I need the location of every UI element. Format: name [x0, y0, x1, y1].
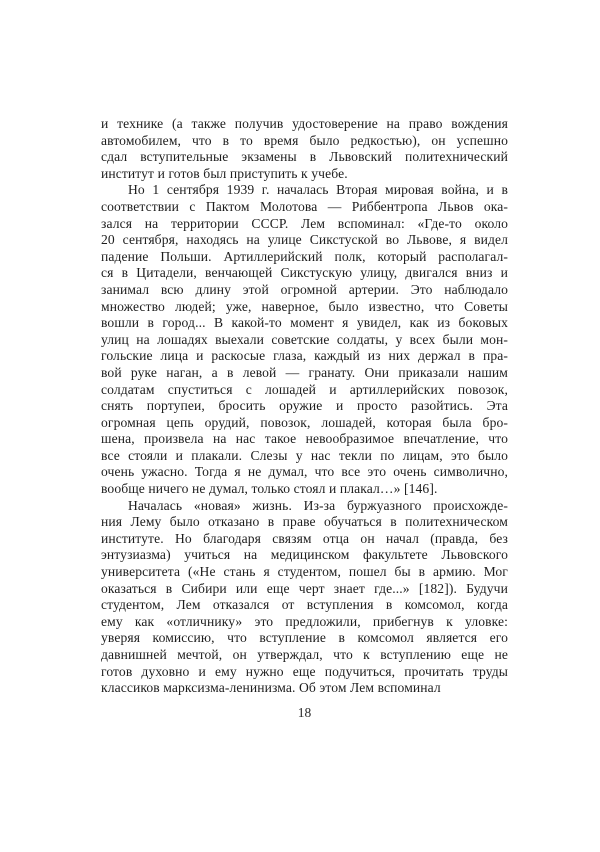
text-line: 20 сентября, находясь на улице Сикстуской во Львове, я видел: [101, 232, 508, 248]
text-line: все стояли и плакали. Слезы у нас текли по лицам, это было: [101, 447, 508, 463]
text-line: шена, произвела на нас такое невообразимое впечатление, что: [101, 431, 508, 447]
text-line: и технике (а также получив удостоверение на право вождения: [101, 116, 508, 131]
text-line: автомобилем, что в то время было редкостью), он успешно: [101, 132, 508, 148]
text-line: сдал вступительные экзамены в Львовский политехнический: [101, 149, 508, 165]
text-line: институте. Но благодаря связям отца он начал (правда, без: [101, 530, 508, 546]
text-line: занимал всю длину этой огромной артерии. Это наблюдало: [101, 281, 508, 297]
text-line: ся в Цитадели, венчающей Сикстускую улицу, двигался вниз и: [101, 265, 508, 281]
text-line: вообще ничего не думал, только стоял и плакал…» [146].: [101, 481, 438, 497]
text-line: множество людей; уже, наверное, было известно, что Советы: [101, 298, 508, 314]
text-line: снять портупеи, бросить оружие и просто разойтись. Эта: [101, 398, 508, 414]
text-line: оказаться в Сибири или еще черт знает где...» [182]). Будучи: [101, 580, 508, 596]
text-line: ния Лему было отказано в праве обучаться в политехническом: [101, 514, 508, 530]
text-line: вой руке наган, а в левой — гранату. Они приказали нашим: [101, 364, 508, 380]
text-line: вошли в город... В какой-то момент я увидел, как из боковых: [101, 315, 508, 331]
text-line: солдатам спуститься с лошадей и артиллерийских повозок,: [101, 381, 508, 397]
text-line: соответствии с Пактом Молотова — Риббентропа Львов ока-: [101, 198, 508, 214]
text-line: очень ужасно. Тогда я не думал, что все это очень символично,: [101, 464, 508, 480]
text-line: студентом, Лем отказался от вступления в комсомол, когда: [101, 597, 508, 613]
page-number: 18: [297, 705, 312, 720]
text-line: Но 1 сентября 1939 г. началась Вторая мировая война, и в: [128, 182, 508, 198]
text-line: энтузиазма) учиться на медицинском факультете Львовского: [101, 547, 508, 563]
text-line: огромная цепь орудий, повозок, лошадей, которая была бро-: [101, 414, 508, 430]
text-line: улиц на лошадях выехали советские солдаты, у всех были мон-: [101, 331, 508, 347]
text-line: гольские лица и раскосые глаза, каждый из них держал в пра-: [101, 348, 508, 364]
text-line: классиков марксизма-ленинизма. Об этом Лем вспоминал: [101, 680, 441, 696]
text-line: университета («Не стань я студентом, пошел бы в армию. Мог: [101, 564, 508, 580]
text-line: уверяя комиссию, что вступление в комсомол является его: [101, 630, 508, 646]
text-line: Началась «новая» жизнь. Из-за буржуазного происхожде-: [128, 497, 508, 513]
text-line: готов духовно и ему нужно еще подучиться, прочитать труды: [101, 663, 508, 679]
body-text: [101, 116, 508, 697]
text-line: падение Польши. Артиллерийский полк, который располагал-: [101, 248, 508, 264]
text-line: ему как «отличнику» это предложили, прибегнув к уловке:: [101, 613, 508, 629]
text-line: давнишней мечтой, он утверждал, что к вступлению еще не: [101, 647, 508, 662]
text-line: институт и готов был приступить к учебе.: [101, 165, 348, 181]
text-line: зался на территории СССР. Лем вспоминал: «Где-то около: [101, 215, 508, 231]
